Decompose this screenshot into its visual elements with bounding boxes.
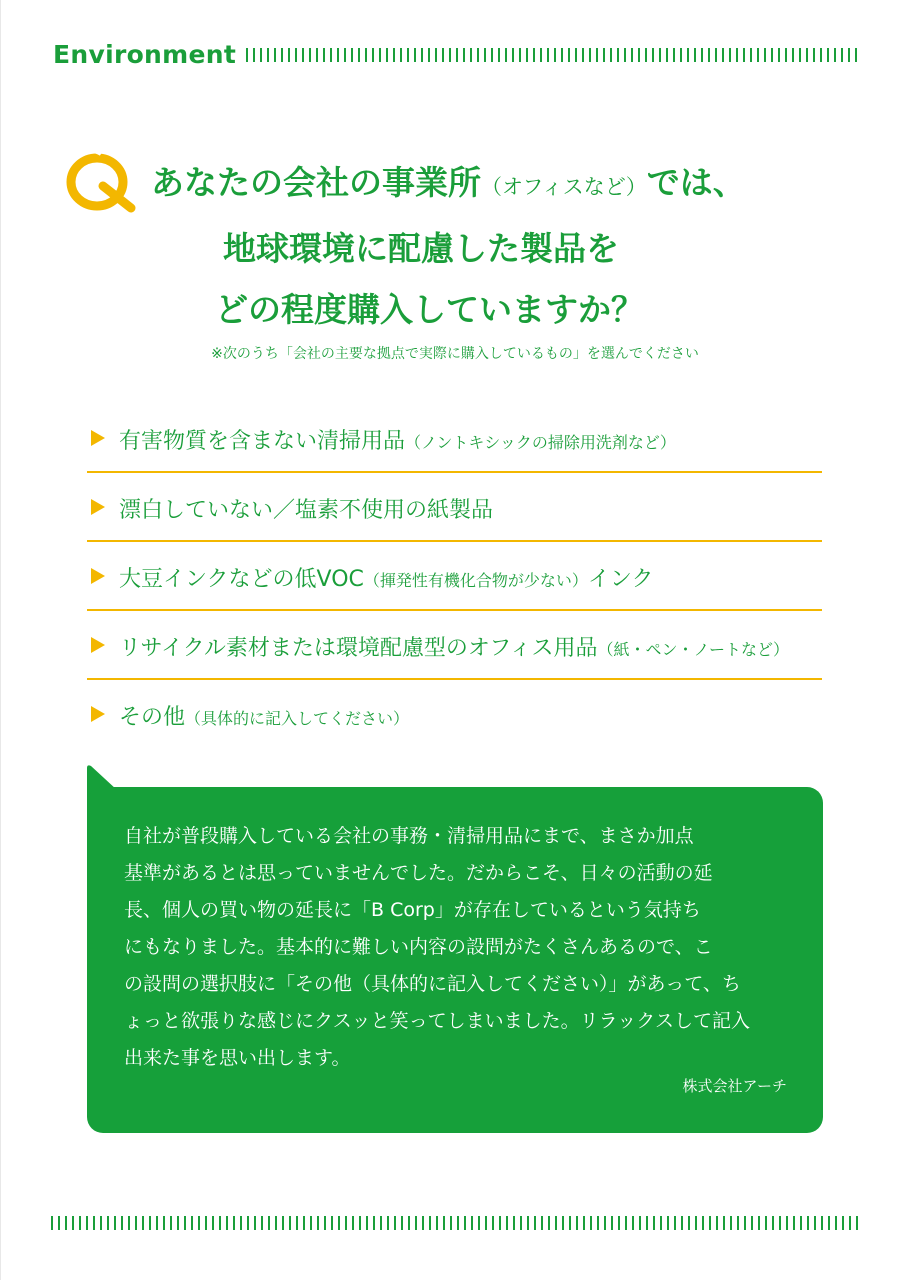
section-label: Environment xyxy=(53,40,237,69)
triangle-bullet-icon xyxy=(91,430,105,446)
triangle-bullet-icon xyxy=(91,568,105,584)
question-line-2: 地球環境に配慮した製品を xyxy=(223,229,619,268)
question-line-1: あなたの会社の事業所（オフィスなど）では、 xyxy=(151,163,746,202)
comment-text: 自社が普段購入している会社の事務・清掃用品にまで、まさか加点 基準があるとは思っていませんでした。だからこそ、日々の活動の延 長、個人の買い物の延長に「B Corp」が存在しているという気持ち にもなりました。基本的に難しい内容の設問がたくさんあるので、こ の設問の選択肢に「その他（具体的に記入してください）」があって、ち ょっと欲張りな感じにクスッと笑ってしまいました。リラックスして記入 出来た事を思い出します。 xyxy=(124,825,751,1069)
triangle-bullet-icon xyxy=(91,706,105,722)
option-label: その他（具体的に記入してください） xyxy=(119,705,410,730)
question-title xyxy=(141,152,861,340)
triangle-bullet-icon xyxy=(91,499,105,515)
comment-bubble xyxy=(87,787,823,1133)
question-line-3: どの程度購入していますか？ xyxy=(215,290,644,329)
options-list xyxy=(87,404,822,749)
bottom-tick-rule xyxy=(51,1216,858,1230)
option-label: 漂白していない／塩素不使用の紙製品 xyxy=(119,498,494,523)
option-label: リサイクル素材または環境配慮型のオフィス用品（紙・ペン・ノートなど） xyxy=(119,636,790,661)
comment-signature: 株式会社アーチ xyxy=(682,1077,787,1095)
option-item xyxy=(87,680,822,749)
option-label: 有害物質を含まない清掃用品（ノントキシックの掃除用洗剤など） xyxy=(119,429,676,454)
triangle-bullet-icon xyxy=(91,637,105,653)
instruction-note: ※次のうち「会社の主要な拠点で実際に購入しているもの」を選んでください xyxy=(211,346,699,362)
option-item xyxy=(87,542,822,611)
option-label: 大豆インクなどの低VOC（揮発性有機化合物が少ない）インク xyxy=(119,567,654,592)
q-marker-icon xyxy=(65,148,137,214)
option-item xyxy=(87,404,822,473)
option-item xyxy=(87,611,822,680)
option-item xyxy=(87,473,822,542)
top-tick-rule xyxy=(246,48,858,62)
